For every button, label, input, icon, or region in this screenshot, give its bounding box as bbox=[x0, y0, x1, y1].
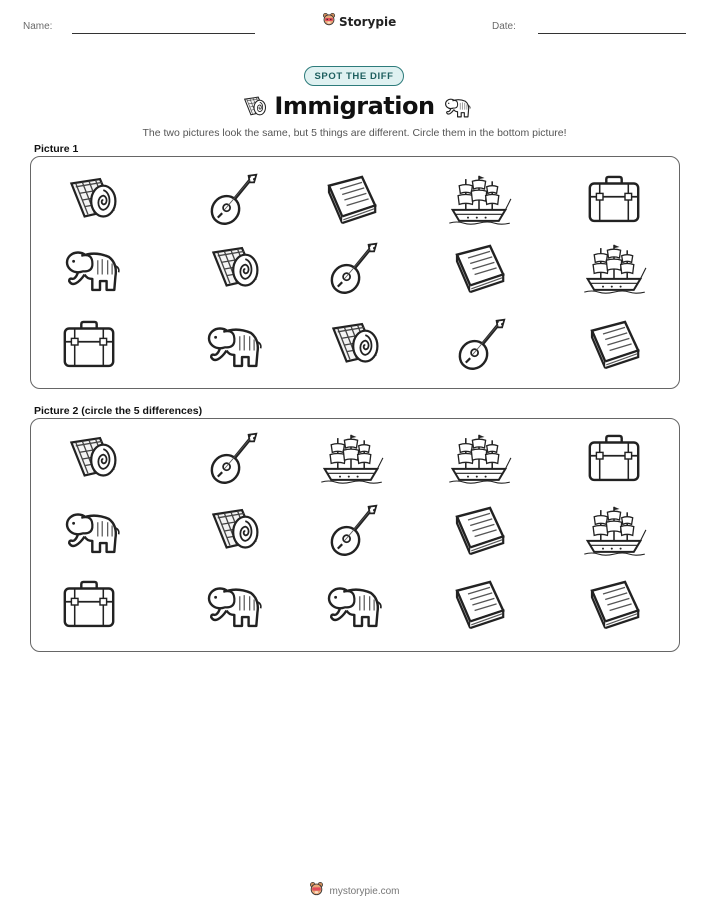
date-line[interactable] bbox=[538, 33, 686, 34]
brand-name: Storypie bbox=[339, 14, 397, 29]
name-label: Name: bbox=[23, 21, 53, 32]
suitcase-icon bbox=[581, 172, 647, 228]
book-icon[interactable] bbox=[446, 503, 512, 559]
elephant-icon bbox=[198, 317, 264, 373]
footer-site: mystorypie.com bbox=[329, 885, 400, 897]
picture-2-panel[interactable] bbox=[30, 418, 680, 652]
storypie-bear-icon bbox=[322, 12, 336, 31]
lute-icon bbox=[198, 172, 264, 228]
lute-icon bbox=[318, 241, 384, 297]
elephant-icon[interactable] bbox=[198, 577, 264, 633]
fabric-roll-icon bbox=[198, 241, 264, 297]
instructions: The two pictures look the same, but 5 things are different. Circle them in the bottom picture! bbox=[142, 127, 567, 139]
picture-2-label: Picture 2 (circle the 5 differences) bbox=[34, 405, 203, 417]
suitcase-icon bbox=[56, 317, 122, 373]
storypie-bear-icon bbox=[309, 881, 324, 901]
elephant-icon bbox=[440, 94, 472, 120]
suitcase-icon[interactable] bbox=[56, 577, 122, 633]
fabric-roll-icon bbox=[318, 317, 384, 373]
picture-1-panel bbox=[30, 156, 680, 389]
elephant-icon[interactable] bbox=[56, 503, 122, 559]
lute-icon[interactable] bbox=[198, 431, 264, 487]
ship-icon bbox=[446, 172, 512, 228]
elephant-icon bbox=[56, 241, 122, 297]
footer bbox=[0, 881, 709, 901]
suitcase-icon[interactable] bbox=[581, 431, 647, 487]
fabric-roll-icon[interactable] bbox=[56, 431, 122, 487]
ship-icon[interactable] bbox=[581, 503, 647, 559]
page-title: Immigration bbox=[274, 92, 435, 120]
spot-the-diff-badge: SPOT THE DIFF bbox=[304, 66, 404, 86]
name-line[interactable] bbox=[72, 33, 255, 34]
lute-icon[interactable] bbox=[318, 503, 384, 559]
elephant-icon[interactable] bbox=[318, 577, 384, 633]
book-icon bbox=[318, 172, 384, 228]
fabric-roll-icon[interactable] bbox=[198, 503, 264, 559]
book-icon[interactable] bbox=[446, 577, 512, 633]
fabric-roll-icon bbox=[56, 172, 122, 228]
ship-icon[interactable] bbox=[318, 431, 384, 487]
ship-icon bbox=[581, 241, 647, 297]
book-icon bbox=[581, 317, 647, 373]
picture-1-label: Picture 1 bbox=[34, 143, 79, 155]
date-label: Date: bbox=[492, 21, 516, 32]
picture-1-grid bbox=[31, 157, 679, 388]
book-icon[interactable] bbox=[581, 577, 647, 633]
book-icon bbox=[446, 241, 512, 297]
lute-icon bbox=[446, 317, 512, 373]
storypie-brand bbox=[322, 12, 396, 31]
ship-icon[interactable] bbox=[446, 431, 512, 487]
picture-2-grid bbox=[31, 419, 679, 651]
